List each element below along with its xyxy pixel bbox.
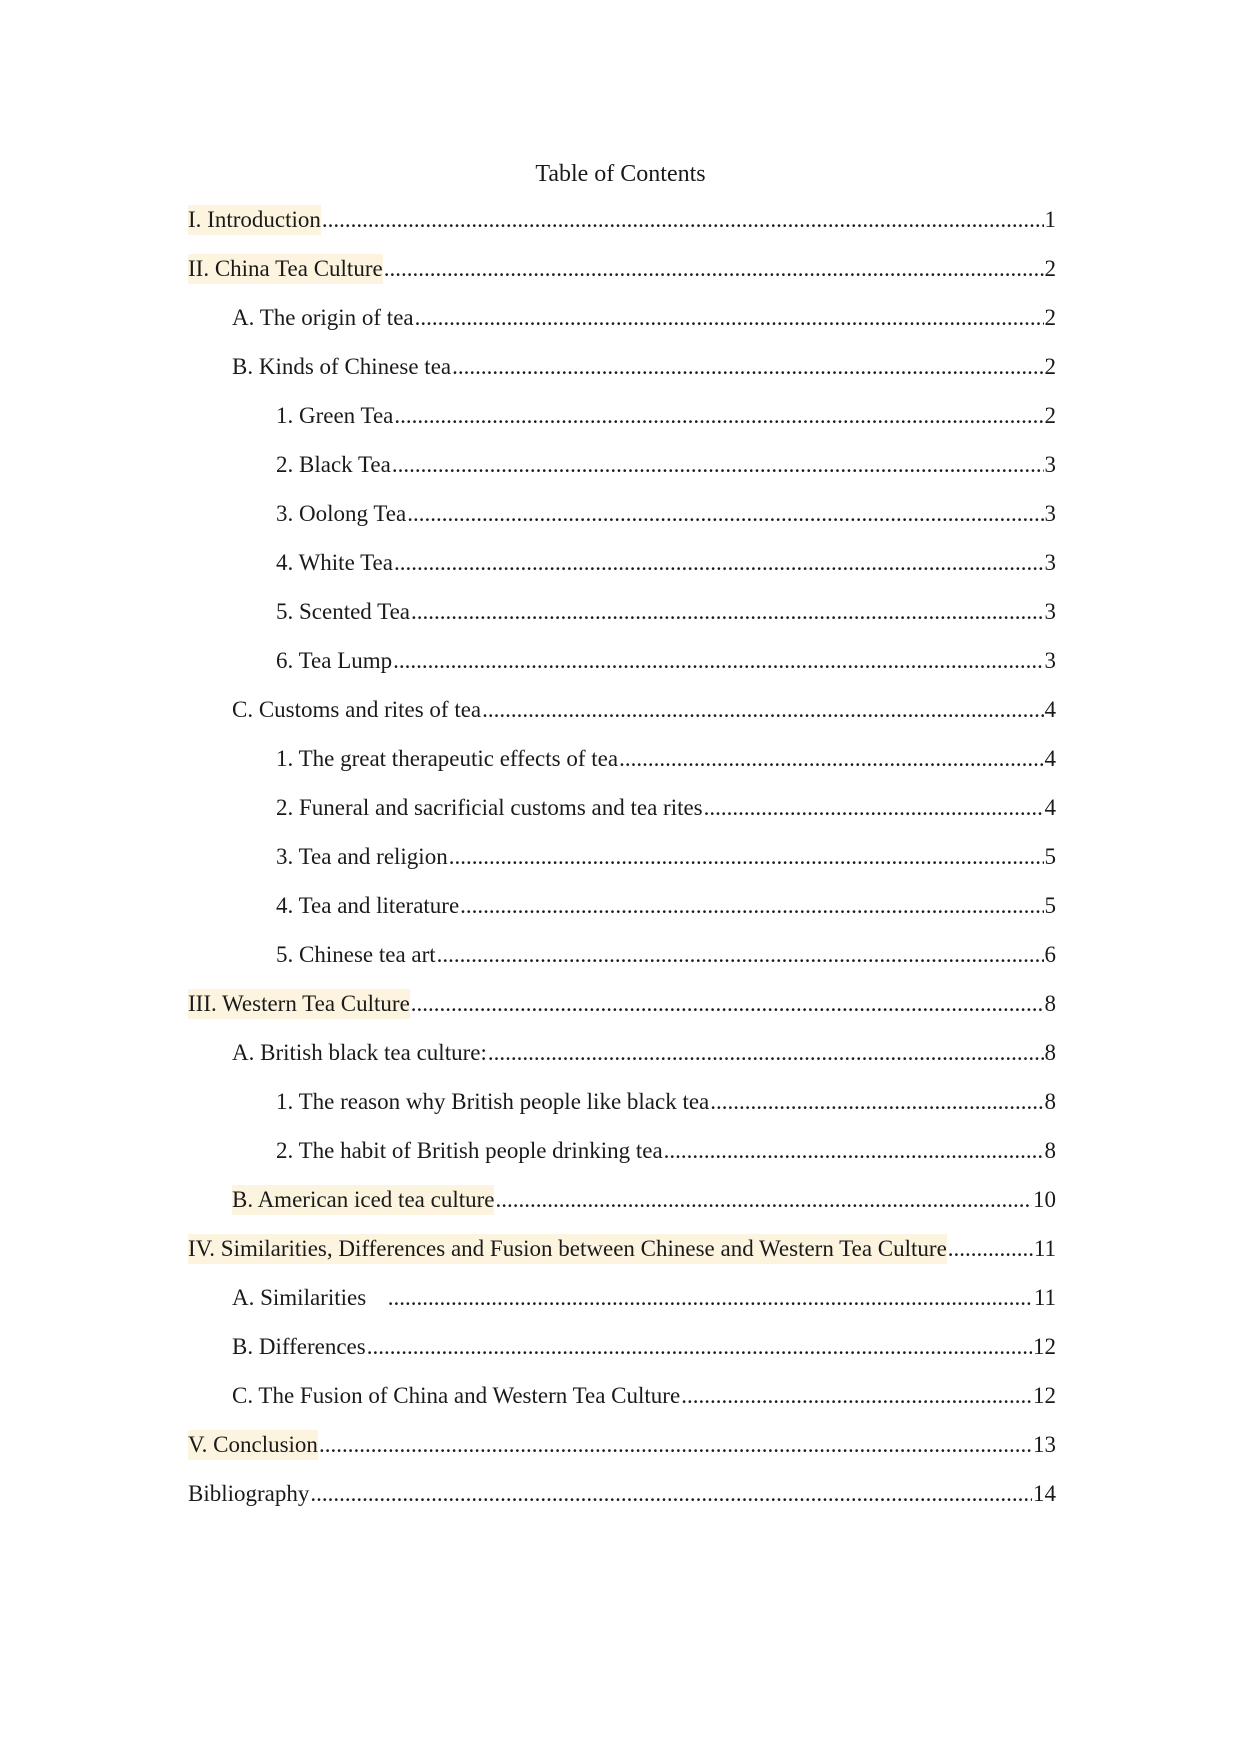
toc-entry-label: 1. The reason why British people like black tea [276, 1089, 710, 1114]
toc-page-number: 1 [1044, 207, 1056, 232]
toc-page-number: 8 [1044, 1040, 1056, 1065]
toc-page-number: 8 [1044, 1138, 1056, 1163]
toc-entry-label: 4. Tea and literature [276, 893, 460, 918]
toc-entry-label: 3. Oolong Tea [276, 501, 407, 526]
toc-entry-black-tea[interactable] [188, 450, 1056, 499]
toc-leader-dots [367, 1332, 1032, 1362]
toc-entry-label: V. Conclusion [188, 1430, 318, 1460]
toc-leader-dots [488, 1038, 1044, 1068]
toc-entry-label: C. The Fusion of China and Western Tea Culture [232, 1383, 681, 1408]
toc-entry-scented-tea[interactable] [188, 597, 1056, 646]
toc-leader-dots [322, 205, 1044, 235]
toc-leader-dots [319, 1430, 1032, 1460]
toc-entry-conclusion[interactable] [188, 1430, 1056, 1479]
toc-entry-label: 5. Scented Tea [276, 599, 411, 624]
toc-entry-similarities-differences-fusion[interactable] [188, 1234, 1056, 1283]
toc-entry-china-tea-culture[interactable] [188, 254, 1056, 303]
toc-entry-label: 2. Funeral and sacrificial customs and tea rites [276, 795, 703, 820]
toc-leader-dots [392, 450, 1044, 480]
toc-entry-funeral-customs[interactable] [188, 793, 1056, 842]
toc-entry-label: B. Differences [232, 1334, 366, 1359]
toc-entry-green-tea[interactable] [188, 401, 1056, 450]
toc-entry-label: IV. Similarities, Differences and Fusion between Chinese and Western Tea Culture [188, 1234, 947, 1264]
toc-page-number: 3 [1044, 452, 1056, 477]
toc-entry-oolong-tea[interactable] [188, 499, 1056, 548]
toc-page-number: 5 [1044, 893, 1056, 918]
toc-entry-habit-british-drinking[interactable] [188, 1136, 1056, 1185]
toc-leader-dots [384, 254, 1044, 284]
toc-page-number: 2 [1044, 256, 1056, 281]
toc-page-number: 11 [1033, 1236, 1056, 1261]
toc-leader-dots [704, 793, 1044, 823]
toc-entry-label: Bibliography [188, 1481, 310, 1506]
toc-page-number: 3 [1044, 501, 1056, 526]
toc-page-number: 8 [1044, 1089, 1056, 1114]
toc-page-number: 6 [1044, 942, 1056, 967]
toc-page-number: 3 [1044, 550, 1056, 575]
toc-leader-dots [449, 842, 1044, 872]
toc-page-number: 2 [1044, 403, 1056, 428]
toc-entry-fusion[interactable] [188, 1381, 1056, 1430]
toc-page-number: 12 [1033, 1334, 1056, 1359]
toc-page-number: 2 [1044, 305, 1056, 330]
toc-page-number: 10 [1033, 1187, 1056, 1212]
toc-entry-label: B. American iced tea culture [232, 1185, 494, 1215]
toc-leader-dots [681, 1381, 1032, 1411]
toc-entry-western-tea-culture[interactable] [188, 989, 1056, 1038]
toc-leader-dots [710, 1087, 1043, 1117]
toc-entry-bibliography[interactable] [188, 1479, 1056, 1528]
toc-leader-dots [948, 1234, 1033, 1264]
toc-entry-label: B. Kinds of Chinese tea [232, 354, 452, 379]
toc-entry-tea-lump[interactable] [188, 646, 1056, 695]
toc-entry-label: 6. Tea Lump [276, 648, 393, 673]
toc-entry-similarities[interactable] [188, 1283, 1056, 1332]
toc-leader-dots [388, 1283, 1033, 1313]
toc-leader-dots [452, 352, 1043, 382]
toc-page-number: 14 [1033, 1481, 1056, 1506]
toc-leader-dots [393, 646, 1043, 676]
toc-entry-introduction[interactable] [188, 205, 1056, 254]
toc-page-number: 4 [1044, 746, 1056, 771]
toc-entry-label: 2. Black Tea [276, 452, 391, 477]
toc-page-number: 5 [1044, 844, 1056, 869]
toc-leader-dots [394, 548, 1044, 578]
toc-leader-dots [460, 891, 1043, 921]
toc-entry-label: 1. The great therapeutic effects of tea [276, 746, 619, 771]
toc-page-number: 12 [1033, 1383, 1056, 1408]
toc-title: Table of Contents [535, 161, 706, 187]
toc-leader-dots [619, 744, 1043, 774]
toc-entry-label: 1. Green Tea [276, 403, 394, 428]
toc-leader-dots [407, 499, 1043, 529]
toc-entry-differences[interactable] [188, 1332, 1056, 1381]
toc-entry-label: 2. The habit of British people drinking tea [276, 1138, 663, 1163]
toc-page-number: 3 [1044, 599, 1056, 624]
toc-leader-dots [394, 401, 1043, 431]
toc-page-number: 3 [1044, 648, 1056, 673]
toc-entry-label: I. Introduction [188, 205, 321, 235]
toc-entry-tea-and-literature[interactable] [188, 891, 1056, 940]
toc-page-number: 4 [1044, 697, 1056, 722]
toc-entry-british-black-tea[interactable] [188, 1038, 1056, 1087]
toc-page-number: 11 [1033, 1285, 1056, 1310]
toc-leader-dots [411, 989, 1044, 1019]
toc-entry-label: 4. White Tea [276, 550, 393, 575]
toc-entry-customs-and-rites[interactable] [188, 695, 1056, 744]
toc-leader-dots [411, 597, 1043, 627]
toc-page-number: 13 [1033, 1432, 1056, 1457]
toc-page-number: 4 [1044, 795, 1056, 820]
toc-entry-origin-of-tea[interactable] [188, 303, 1056, 352]
toc-entry-label: A. Similarities [232, 1285, 367, 1310]
toc-entry-label: 3. Tea and religion [276, 844, 448, 869]
toc-entry-label: C. Customs and rites of tea [232, 697, 482, 722]
toc-page-number: 8 [1044, 991, 1056, 1016]
toc-entry-american-iced-tea[interactable] [188, 1185, 1056, 1234]
toc-entry-label: A. British black tea culture: [232, 1040, 487, 1065]
toc-entry-label: II. China Tea Culture [188, 254, 383, 284]
toc-list [188, 205, 1056, 1528]
toc-entry-label: A. The origin of tea [232, 305, 414, 330]
toc-entry-kinds-of-chinese-tea[interactable] [188, 352, 1056, 401]
toc-leader-dots [437, 940, 1044, 970]
toc-entry-tea-and-religion[interactable] [188, 842, 1056, 891]
toc-leader-dots [664, 1136, 1044, 1166]
toc-leader-dots [482, 695, 1043, 725]
toc-leader-dots [310, 1479, 1032, 1509]
toc-entry-therapeutic-effects[interactable] [188, 744, 1056, 793]
toc-entry-white-tea[interactable] [188, 548, 1056, 597]
toc-entry-chinese-tea-art[interactable] [188, 940, 1056, 989]
toc-page-number: 2 [1044, 354, 1056, 379]
toc-entry-label: III. Western Tea Culture [188, 989, 410, 1019]
toc-entry-reason-british-like[interactable] [188, 1087, 1056, 1136]
toc-leader-dots [495, 1185, 1032, 1215]
toc-entry-label: 5. Chinese tea art [276, 942, 436, 967]
toc-leader-dots [415, 303, 1044, 333]
